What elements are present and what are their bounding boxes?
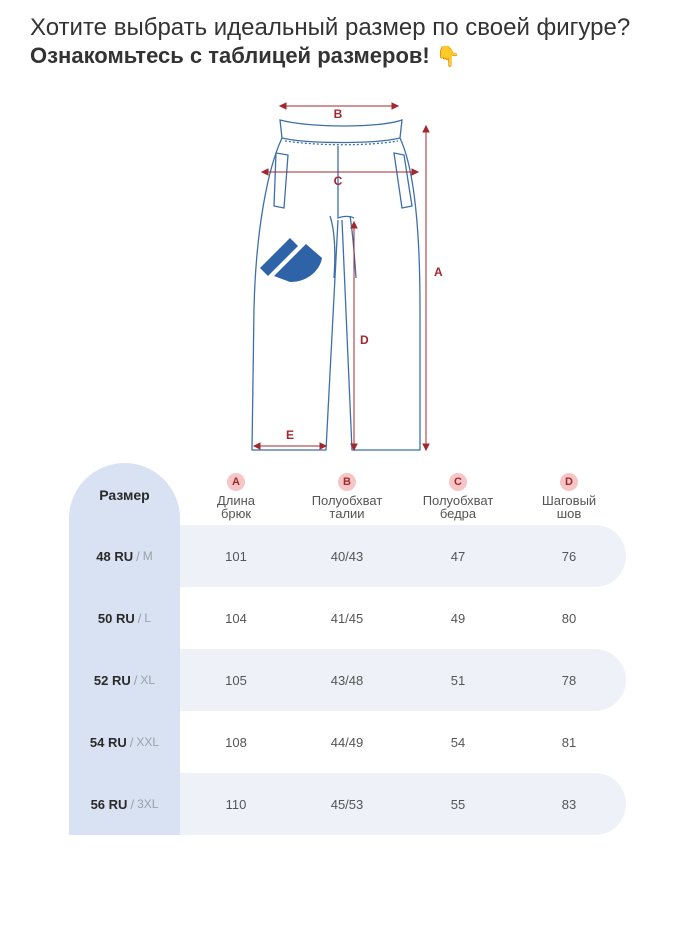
size-intl: XXL [136,735,160,749]
size-cell-54 [69,711,180,773]
label-e: E [285,428,295,442]
size-ru: 56 RU [90,796,128,812]
column-c-label-2: бедра [439,506,477,521]
size-table [69,463,629,835]
column-d-label-1: Шаговый [541,493,597,508]
size-intl: 3XL [137,797,159,811]
size-separator: / [133,672,138,688]
size-cell-48 [69,525,180,587]
badge-b: B [338,473,356,491]
cell-50-waist: 41/45 [330,610,364,626]
badge-c: C [449,473,467,491]
cell-52-length: 105 [225,672,247,688]
heading-line-2 [30,42,680,71]
size-separator: / [130,796,135,812]
pointing-down-icon: 👇 [435,46,461,68]
label-b: B [333,107,343,121]
cell-48-inseam: 76 [561,548,577,564]
size-cell-56 [69,773,180,835]
cell-54-length: 108 [225,734,247,750]
heading-line-2-text: Ознакомьтесь с таблицей размеров! [30,43,430,68]
badge-d: D [560,473,578,491]
badge-a: A [227,473,245,491]
cell-54-hips: 54 [450,734,466,750]
column-d-label-2: шов [556,506,582,521]
size-ru: 52 RU [93,672,131,688]
size-separator: / [136,548,140,564]
brand-logo [260,238,322,282]
pants-diagram-svg [250,98,450,458]
size-ru: 50 RU [97,610,135,626]
size-intl: L [144,611,152,625]
column-c-label-1: Полуобхват [422,493,494,508]
size-separator: / [129,734,134,750]
size-intl: XL [140,673,156,687]
column-b-label-2: талии [329,506,365,521]
cell-48-hips: 47 [450,548,466,564]
label-a: A [434,265,443,279]
size-cell-50 [69,587,180,649]
column-header-d [514,473,624,520]
column-a-label-2: брюк [220,506,252,521]
heading [30,14,680,71]
column-b-label-1: Полуобхват [311,493,383,508]
cell-56-hips: 55 [450,796,466,812]
size-separator: / [137,610,142,626]
cell-52-hips: 51 [450,672,466,688]
cell-50-hips: 49 [450,610,466,626]
size-column-header: Размер [99,487,150,503]
pants-outline [252,120,420,450]
pants-measurement-diagram [250,98,450,458]
label-c: C [333,174,343,188]
column-header-b [292,473,402,520]
cell-52-waist: 43/48 [330,672,364,688]
size-cell-52 [69,649,180,711]
size-intl: M [142,549,153,563]
cell-54-waist: 44/49 [330,734,364,750]
cell-56-inseam: 83 [561,796,577,812]
cell-54-inseam: 81 [561,734,577,750]
size-ru: 54 RU [89,734,127,750]
size-ru: 48 RU [96,548,134,564]
column-header-a [181,473,291,520]
column-a-label-1: Длина [216,493,256,508]
cell-48-waist: 40/43 [330,548,364,564]
label-d: D [360,333,369,347]
heading-line-1: Хотите выбрать идеальный размер по своей фигуре? [30,14,631,41]
cell-52-inseam: 78 [561,672,577,688]
cell-48-length: 101 [225,548,247,564]
column-header-c [403,473,513,520]
cell-56-waist: 45/53 [330,796,364,812]
cell-56-length: 110 [225,796,247,812]
cell-50-inseam: 80 [561,610,577,626]
cell-50-length: 104 [225,610,247,626]
